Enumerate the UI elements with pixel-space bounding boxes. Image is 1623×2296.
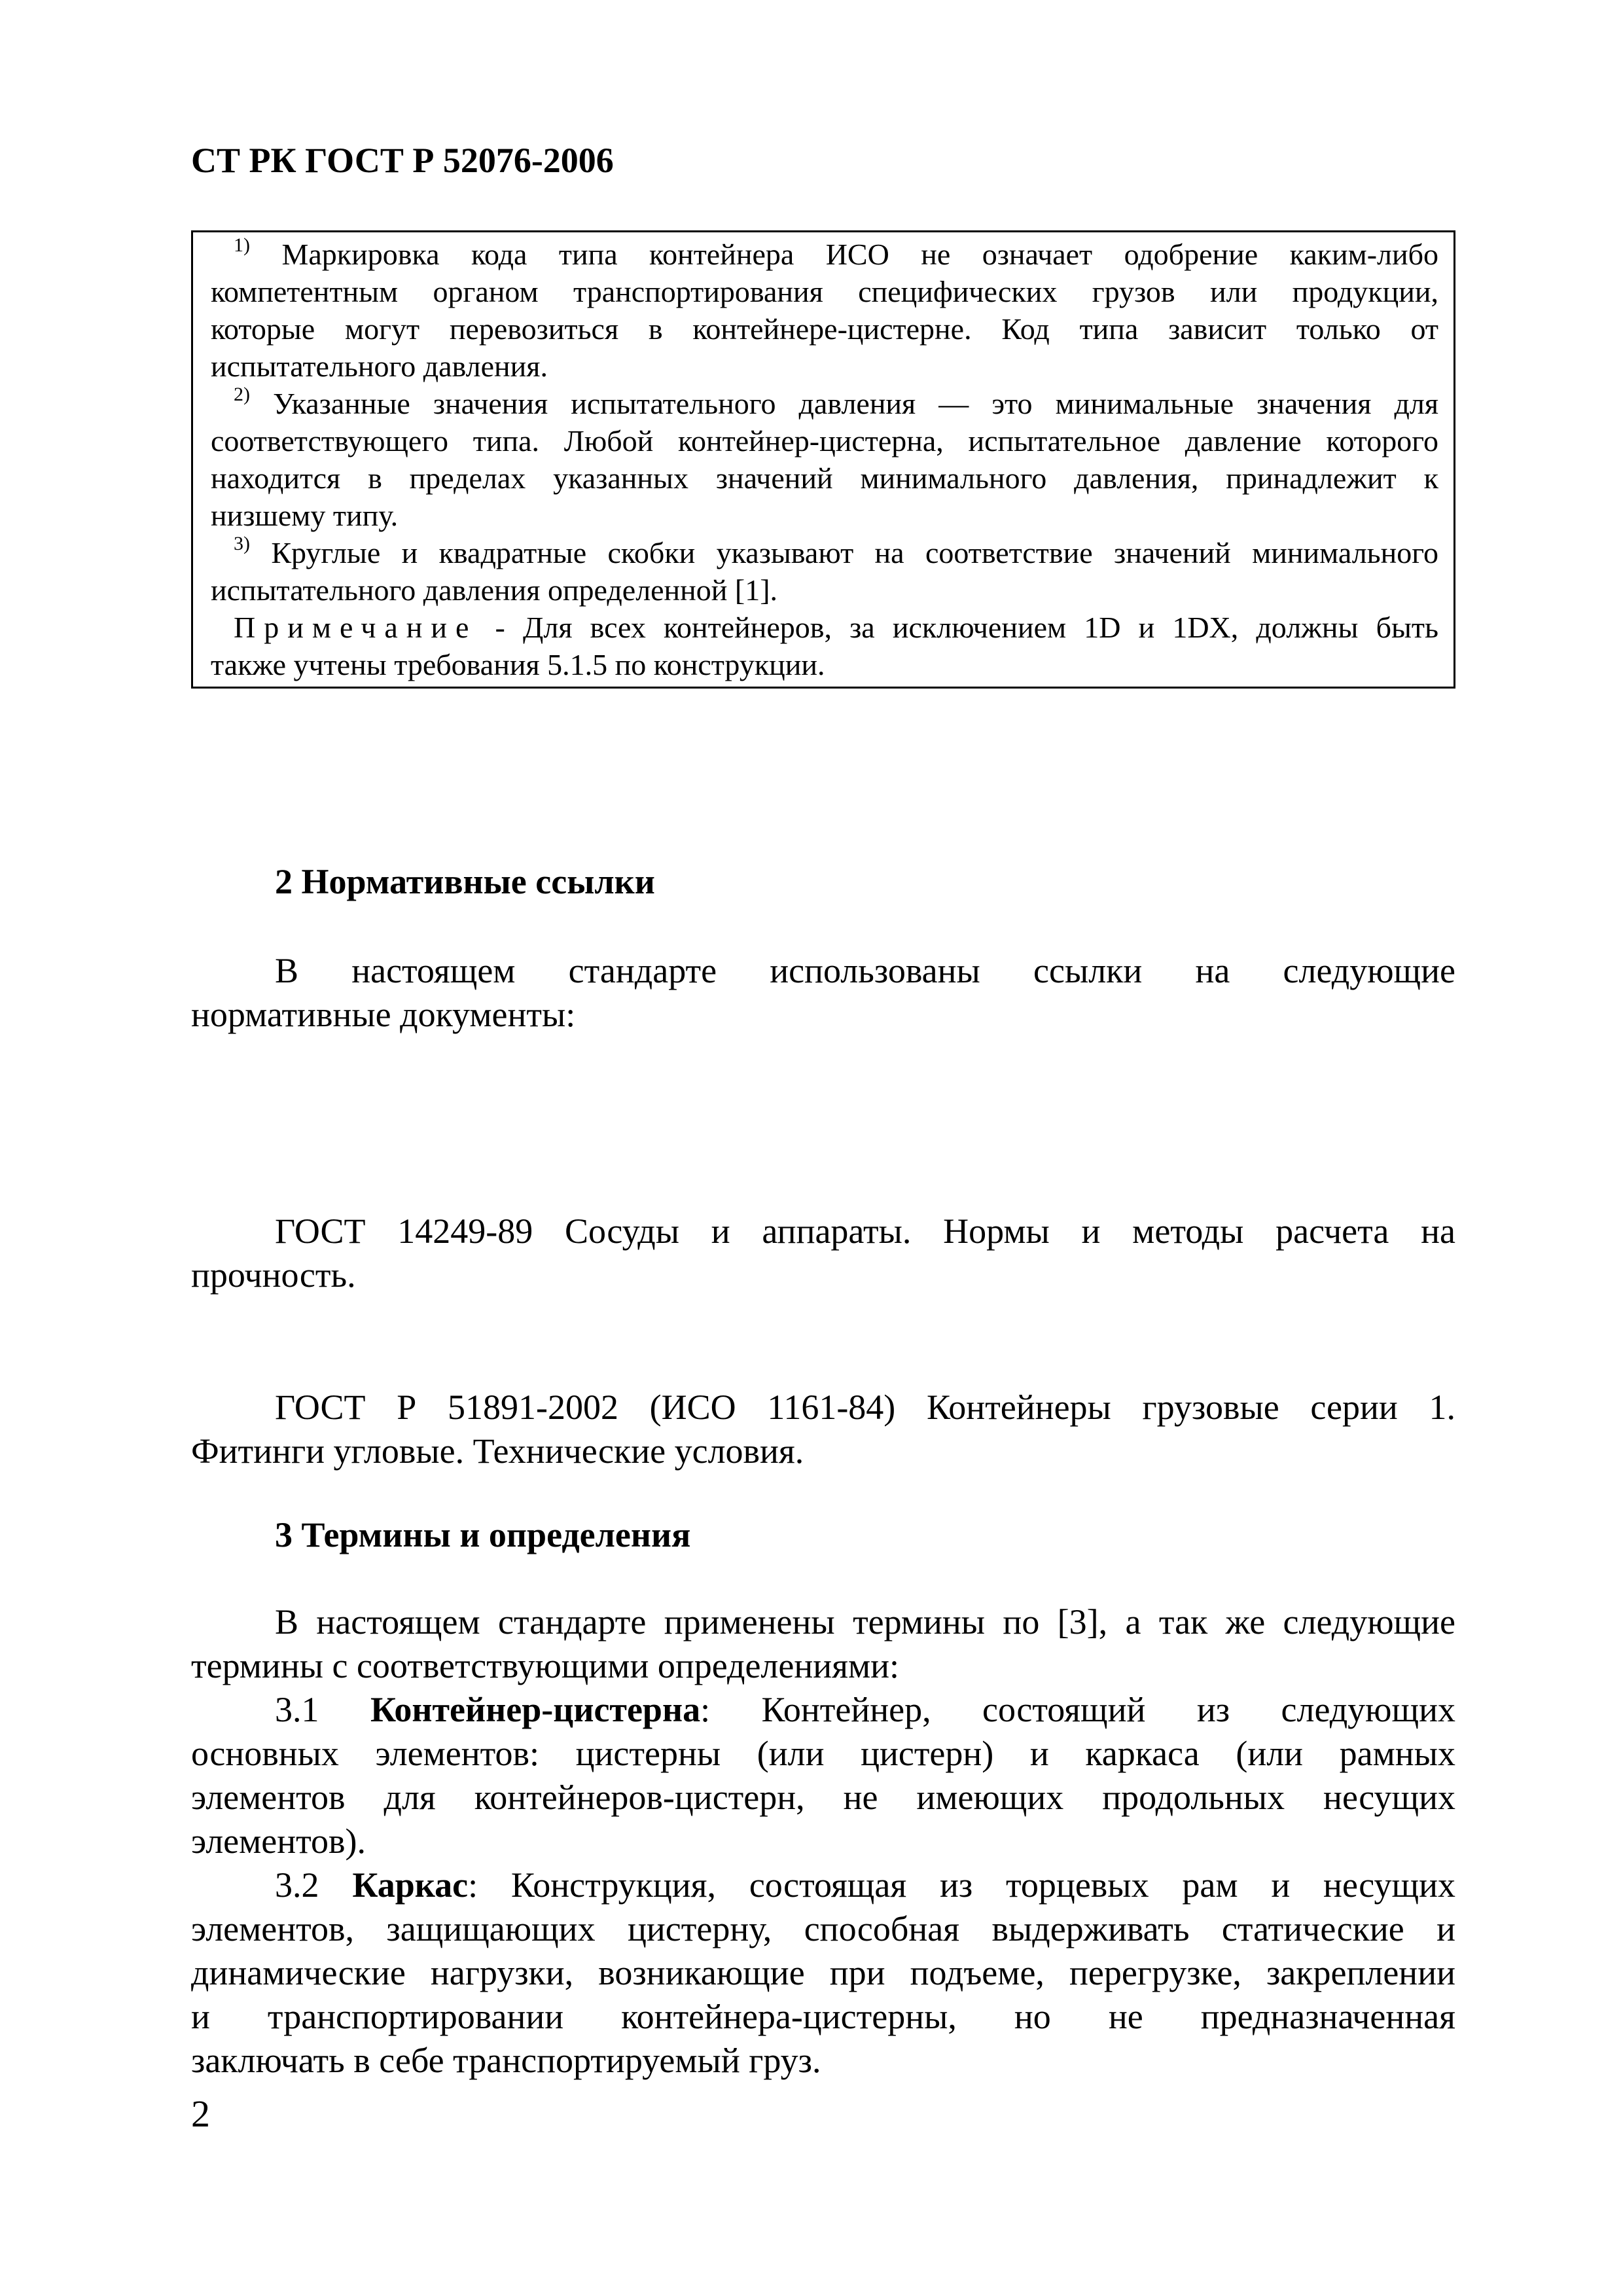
note-1-number: 1): [234, 234, 250, 256]
reference-2-line-1: ГОСТ Р 51891-2002 (ИСО 1161-84) Контейнеры грузовые серии 1.: [275, 1388, 1455, 1427]
term-3-1-number: 3.1: [275, 1690, 319, 1729]
note-2-line-2: соответствующего типа. Любой контейнер-цистерна, испытательное давление которого: [211, 424, 1438, 457]
section-2-intro-line-2: нормативные документы:: [191, 995, 576, 1034]
term-3-2-line-3: динамические нагрузки, возникающие при подъеме, перегрузке, закреплении: [191, 1953, 1455, 1992]
term-3-2-title: Каркас: [352, 1865, 469, 1905]
section-3-heading: 3 Термины и определения: [275, 1515, 691, 1554]
section-3-intro-line-2: термины с соответствующими определениями:: [191, 1646, 900, 1685]
term-3-2-line-5: заключать в себе транспортируемый груз.: [191, 2041, 821, 2080]
remark-line-1: Примечание - Для всех контейнеров, за исключением 1D и 1DX, должны быть: [234, 611, 1438, 644]
note-3-number: 3): [234, 532, 250, 554]
section-3-intro-line-1: В настоящем стандарте применены термины по [3], а так же следующие: [275, 1602, 1455, 1641]
reference-2-line-2: Фитинги угловые. Технические условия.: [191, 1431, 804, 1471]
note-1-line-3: которые могут перевозиться в контейнере-цистерне. Код типа зависит только от: [211, 312, 1438, 346]
note-2-line-4: низшему типу.: [211, 499, 399, 532]
note-1-line-2: компетентным органом транспортирования специфических грузов или продукции,: [211, 275, 1438, 308]
note-2-line-3: находится в пределах указанных значений минимального давления, принадлежит к: [211, 461, 1438, 495]
reference-1-line-2: прочность.: [191, 1255, 356, 1295]
term-3-2-line-2: элементов, защищающих цистерну, способная выдерживать статические и: [191, 1909, 1455, 1948]
section-2-intro-line-1: В настоящем стандарте использованы ссылки на следующие: [275, 951, 1455, 990]
term-3-1-line-2: основных элементов: цистерны (или цистерн) и каркаса (или рамных: [191, 1734, 1455, 1773]
note-3-line-2: испытательного давления определенной [1].: [211, 573, 778, 607]
remark-label: Примечание: [234, 611, 478, 644]
remark-line-2: также учтены требования 5.1.5 по конструкции.: [211, 648, 825, 681]
term-3-1-line-1: 3.1 Контейнер-цистерна: Контейнер, состоящий из следующих: [275, 1690, 1455, 1729]
document-header: СТ РК ГОСТ Р 52076-2006: [191, 141, 614, 180]
note-2-line-1: $^{2)}$ Указанные значения испытательного давления — это минимальные значения для: [234, 383, 1438, 420]
term-3-2-line-4: и транспортировании контейнера-цистерны, но не предназначенная: [191, 1997, 1455, 2036]
reference-1-line-1: ГОСТ 14249-89 Сосуды и аппараты. Нормы и методы расчета на: [275, 1211, 1455, 1251]
term-3-2-number: 3.2: [275, 1865, 319, 1905]
term-3-1-title: Контейнер-цистерна: [370, 1690, 701, 1729]
note-1-line-4: испытательного давления.: [211, 350, 548, 383]
page-number: 2: [191, 2092, 210, 2135]
term-3-1-line-3: элементов для контейнеров-цистерн, не имеющих продольных несущих: [191, 1778, 1455, 1817]
table-notes-box: [191, 230, 1455, 689]
term-3-2-line-1: 3.2 Каркас: Конструкция, состоящая из торцевых рам и несущих: [275, 1865, 1456, 1905]
note-3-line-1: $^{3)}$ Круглые и квадратные скобки указывают на соответствие значений минимального: [234, 532, 1438, 569]
note-1-line-1: $^{1)}$ Маркировка кода типа контейнера ИСО не означает одобрение каким-либо: [234, 234, 1439, 271]
section-2-heading: 2 Нормативные ссылки: [275, 862, 655, 901]
term-3-1-line-4: элементов).: [191, 1821, 366, 1861]
note-2-number: 2): [234, 383, 250, 405]
